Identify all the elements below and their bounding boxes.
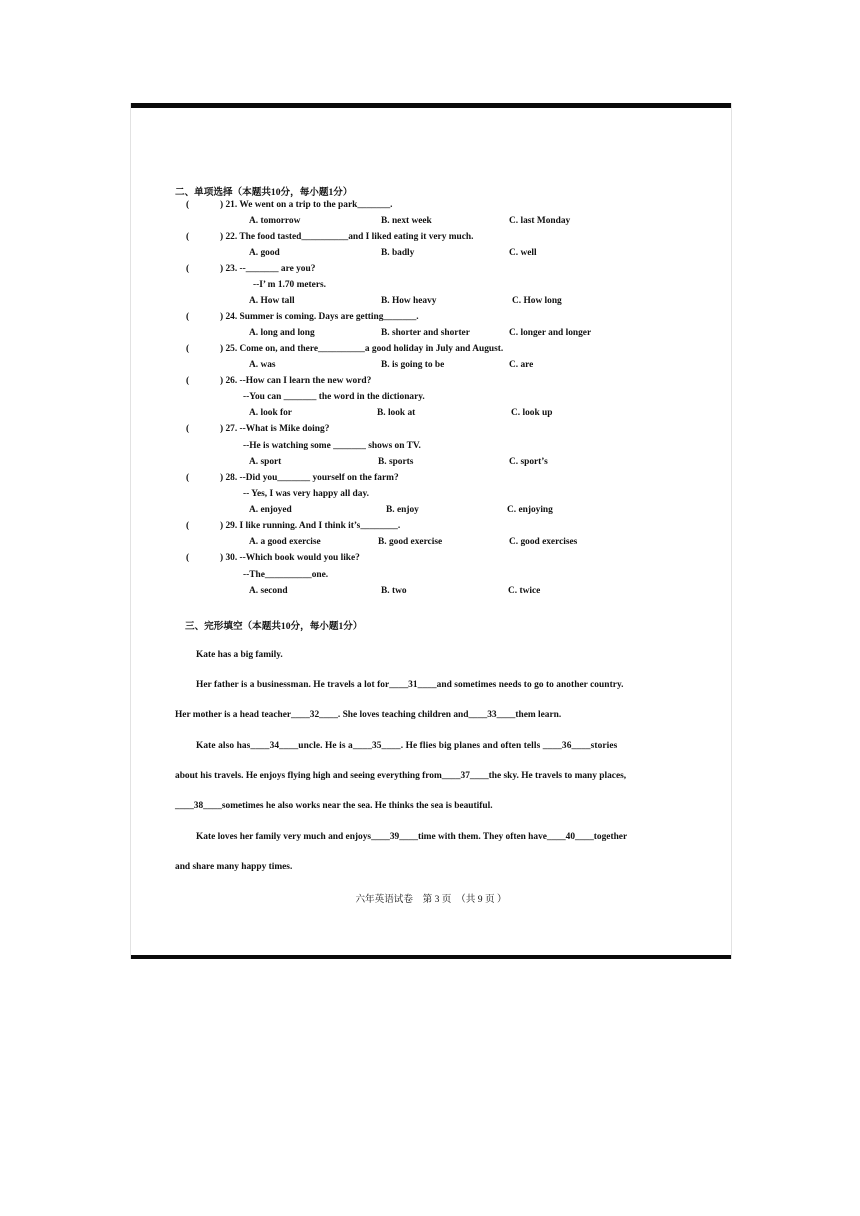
option-b: B. How heavy <box>381 296 437 306</box>
dialog-27 <box>131 441 731 455</box>
dialog-line: --I’ m 1.70 meters. <box>253 280 326 290</box>
options-28 <box>131 505 731 519</box>
option-a: A. enjoyed <box>249 505 292 515</box>
option-b: B. is going to be <box>381 360 445 370</box>
option-b: B. good exercise <box>378 537 443 547</box>
option-b: B. shorter and shorter <box>381 328 470 338</box>
page-footer: 六年英语试卷 第 3 页 （共 9 页 ） <box>355 894 507 905</box>
option-a: A. How tall <box>249 296 295 306</box>
option-c: C. well <box>509 248 537 258</box>
answer-paren: ( <box>186 344 190 354</box>
cloze-line: Kate loves her family very much and enjoys____39____time with them. They often have____40____together <box>196 832 628 842</box>
option-a: A. was <box>249 360 276 370</box>
dialog-23 <box>131 280 731 294</box>
section-3-title: 三、完形填空（本题共10分，每小题1分） <box>185 621 363 632</box>
answer-paren: ( <box>186 553 190 563</box>
question-text: ) 21. We went on a trip to the park_______. <box>220 200 393 210</box>
option-a: A. look for <box>249 408 292 418</box>
options-30 <box>131 586 731 600</box>
cloze-line: about his travels. He enjoys flying high and seeing everything from____37____the sky. He travels to many places, <box>175 771 627 781</box>
dialog-26 <box>131 392 731 406</box>
answer-paren: ( <box>186 200 190 210</box>
cloze-line: and share many happy times. <box>175 862 293 872</box>
question-29 <box>131 521 731 535</box>
answer-paren: ( <box>186 521 190 531</box>
dialog-line: --He is watching some _______ shows on TV. <box>243 441 421 451</box>
question-26 <box>131 376 731 390</box>
option-c: C. are <box>509 360 534 370</box>
option-b: B. two <box>381 586 407 596</box>
option-c: C. last Monday <box>509 216 571 226</box>
options-29 <box>131 537 731 551</box>
options-26 <box>131 408 731 422</box>
dialog-line: -- Yes, I was very happy all day. <box>243 489 369 499</box>
top-border-rule <box>131 103 731 108</box>
answer-paren: ( <box>186 376 190 386</box>
options-23 <box>131 296 731 310</box>
option-c: C. enjoying <box>507 505 553 515</box>
options-24 <box>131 328 731 342</box>
option-c: C. twice <box>508 586 541 596</box>
question-22 <box>131 232 731 246</box>
question-text: ) 23. --_______ are you? <box>220 264 316 274</box>
dialog-line: --You can _______ the word in the dictionary. <box>243 392 425 402</box>
options-22 <box>131 248 731 262</box>
cloze-line: Kate also has____34____uncle. He is a____35____. He flies big planes and often tells ____36____stories <box>196 741 618 751</box>
cloze-line: Kate has a big family. <box>196 650 283 660</box>
question-text: ) 27. --What is Mike doing? <box>220 424 330 434</box>
option-c: C. good exercises <box>509 537 578 547</box>
question-text: ) 30. --Which book would you like? <box>220 553 360 563</box>
option-b: B. badly <box>381 248 415 258</box>
option-a: A. sport <box>249 457 282 467</box>
question-text: ) 22. The food tasted__________and I liked eating it very much. <box>220 232 474 242</box>
cloze-line: Her father is a businessman. He travels a lot for____31____and sometimes needs to go to another country. <box>196 680 624 690</box>
answer-paren: ( <box>186 473 190 483</box>
dialog-line: --The__________one. <box>243 570 329 580</box>
question-text: ) 26. --How can I learn the new word? <box>220 376 372 386</box>
option-c: C. sport’s <box>509 457 548 467</box>
question-27 <box>131 424 731 438</box>
question-text: ) 25. Come on, and there__________a good holiday in July and August. <box>220 344 504 354</box>
option-c: C. look up <box>511 408 553 418</box>
answer-paren: ( <box>186 232 190 242</box>
question-text: ) 28. --Did you_______ yourself on the farm? <box>220 473 399 483</box>
dialog-28 <box>131 489 731 503</box>
option-a: A. good <box>249 248 280 258</box>
option-a: A. tomorrow <box>249 216 301 226</box>
option-c: C. How long <box>512 296 562 306</box>
question-24 <box>131 312 731 326</box>
answer-paren: ( <box>186 424 190 434</box>
option-c: C. longer and longer <box>509 328 592 338</box>
option-b: B. next week <box>381 216 432 226</box>
options-21 <box>131 216 731 230</box>
cloze-line: Her mother is a head teacher____32____. She loves teaching children and____33____them learn. <box>175 710 562 720</box>
option-a: A. a good exercise <box>249 537 321 547</box>
option-b: B. look at <box>377 408 416 418</box>
question-text: ) 24. Summer is coming. Days are getting_______. <box>220 312 419 322</box>
question-21 <box>131 200 731 214</box>
exam-page <box>130 103 732 959</box>
bottom-border-rule <box>131 955 731 959</box>
cloze-line: ____38____sometimes he also works near the sea. He thinks the sea is beautiful. <box>175 801 493 811</box>
question-30 <box>131 553 731 567</box>
answer-paren: ( <box>186 264 190 274</box>
question-text: ) 29. I like running. And I think it’s________. <box>220 521 401 531</box>
dialog-30 <box>131 570 731 584</box>
option-b: B. sports <box>378 457 414 467</box>
question-28 <box>131 473 731 487</box>
question-25 <box>131 344 731 358</box>
options-25 <box>131 360 731 374</box>
answer-paren: ( <box>186 312 190 322</box>
options-27 <box>131 457 731 471</box>
option-a: A. second <box>249 586 288 596</box>
option-a: A. long and long <box>249 328 315 338</box>
section-2-title: 二、单项选择（本题共10分，每小题1分） <box>175 187 353 198</box>
option-b: B. enjoy <box>386 505 419 515</box>
question-23 <box>131 264 731 278</box>
